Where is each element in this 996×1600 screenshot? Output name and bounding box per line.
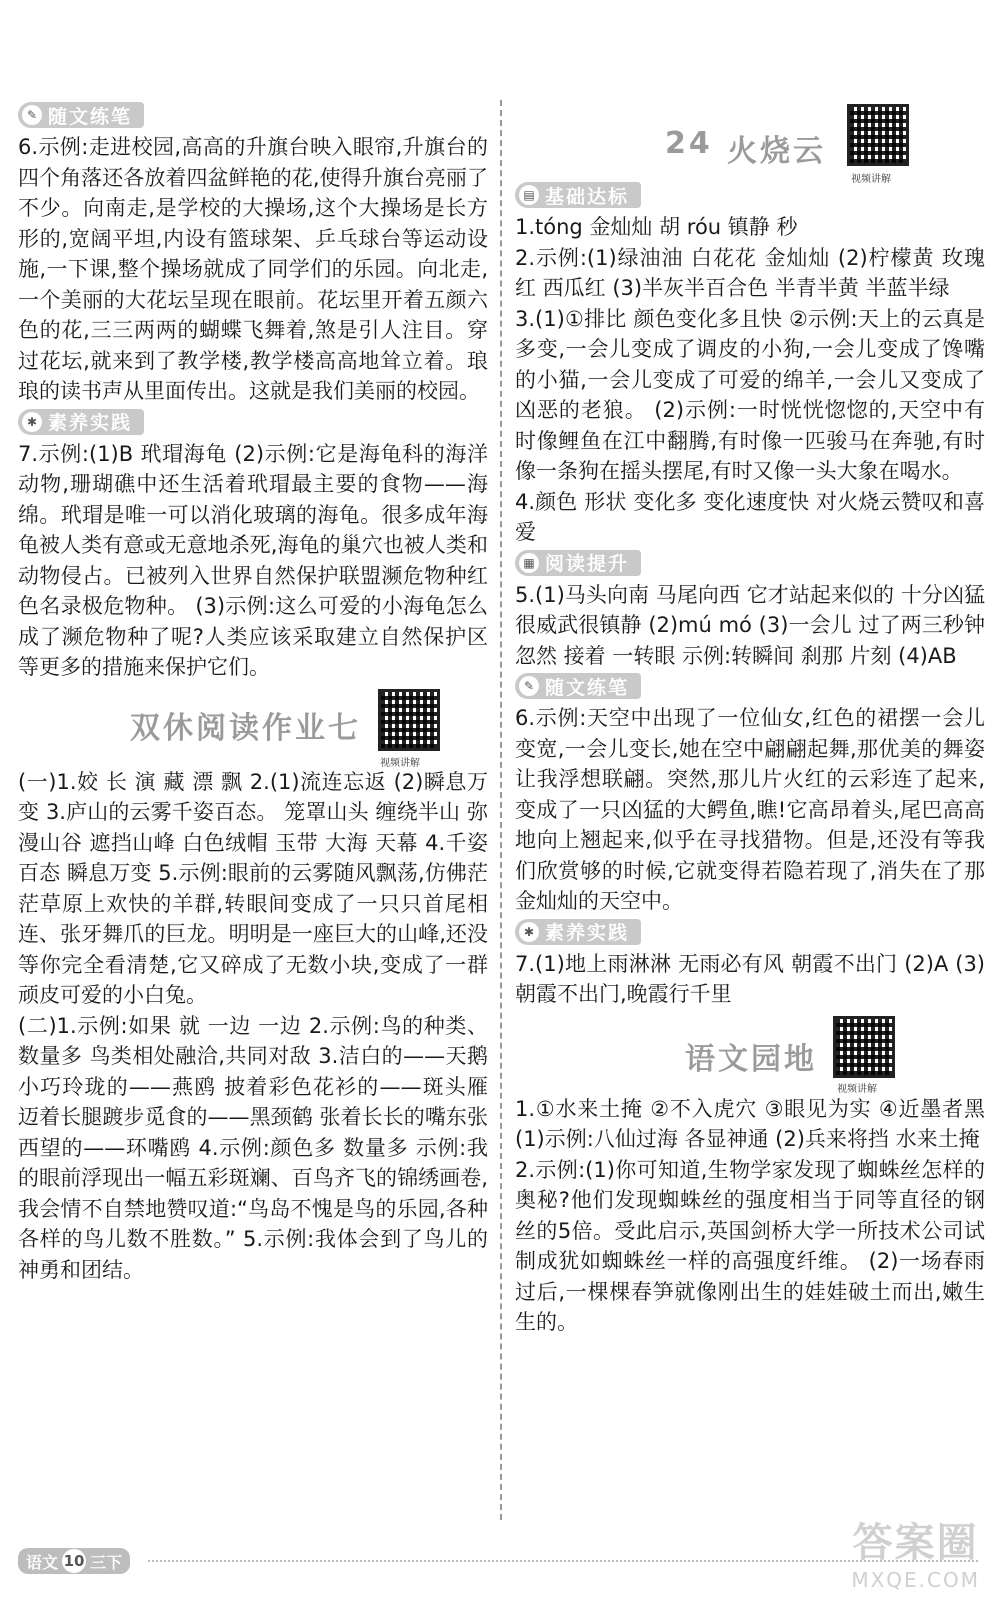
answer-6: 6.示例:走进校园,高高的升旗台映入眼帘,升旗台的四个角落还各放着四盆鲜艳的花,使得升旗台亮丽了不少。向南走,是学校的大操场,这个大操场是长方形的,宽阔平坦,内设有篮球架、乒乓球台等运动设施,一下课,整个操场就成了同学们的乐园。向北走,一个美丽的大花坛呈现在眼前。花坛里开着五颜六色的花,三三两两的蝴蝶飞舞着,煞是引人注目。穿过花坛,就来到了教学楼,教学楼高高地耸立着。琅琅的读书声从里面传出。这就是我们美丽的校园。 bbox=[18, 135, 488, 403]
garden-answer-1: 1.①水来土掩 ②不入虎穴 ③眼见为实 ④近墨者黑 (1)示例:八仙过海 各显神通 (2)兵来将挡 水来土掩 bbox=[515, 1096, 985, 1151]
section-title: 语文园地 bbox=[685, 1041, 817, 1077]
section-tag-basics bbox=[515, 182, 641, 208]
answer-2: 2.示例:(1)绿油油 白花花 金灿灿 (2)柠檬黄 玫瑰红 西瓜红 (3)半灰半百合色 半青半黄 半蓝半绿 bbox=[515, 245, 985, 300]
answer-1: 1.tóng 金灿灿 胡 róu 镇静 秒 bbox=[515, 215, 798, 239]
tag-label: 基础达标 bbox=[545, 185, 630, 208]
answer-6: 6.示例:天空中出现了一位仙女,红色的裙摆一会儿变宽,一会儿变长,她在空中翩翩起舞,那优美的舞姿让我浮想联翩。突然,那儿片火红的云彩连了起来,变成了一只凶猛的大鳄鱼,瞧!它高昂着头,尾巴高高地向上翘起来,似乎在寻找猎物。但是,还没有等我们欣赏够的时候,它就变得若隐若现了,消失在了那金灿灿的天空中。 bbox=[515, 706, 985, 913]
left-column bbox=[18, 100, 488, 1285]
lesson-title: 火烧云 bbox=[727, 134, 826, 169]
watermark-url: MXQE.COM bbox=[851, 1568, 980, 1592]
watermark-text: 答案圈 bbox=[852, 1520, 979, 1566]
answer-7: 7.(1)地上雨淋淋 无雨必有风 朝霞不出门 (2)A (3)朝霞不出门,晚霞行千里 bbox=[515, 951, 985, 1006]
garden-answer-2: 2.示例:(1)你可知道,生物学家发现了蜘蛛丝怎样的奥秘?他们发现蜘蛛丝的强度相当于同等直径的钢丝的5倍。受此启示,英国剑桥大学一所技术公司试制成犹如蜘蛛丝一样的高强度纤维。 (2)一场春雨过后,一棵棵春笋就像刚出生的娃娃破土而出,嫩生生的。 bbox=[515, 1157, 985, 1334]
answer-3: 3.(1)①排比 颜色变化多且快 ②示例:天上的云真是多变,一会儿变成了调皮的小狗,一会儿变成了馋嘴的小猫,一会儿变成了可爱的绵羊,一会儿又变成了凶恶的老狼。 (2)示例:一时恍恍惚惚的,天空中有时像鲤鱼在江中翻腾,有时像一匹骏马在奔驰,有时像一条狗在摇头摆尾,有时又像一头大象在喝水。 bbox=[515, 306, 985, 483]
document-icon: ▤ bbox=[519, 185, 539, 205]
lightbulb-icon: ✱ bbox=[22, 412, 42, 432]
qr-code-icon[interactable] bbox=[378, 689, 440, 751]
chinese-garden-heading bbox=[515, 1016, 985, 1095]
lesson-number: 24 bbox=[665, 126, 713, 161]
section-tag-writing bbox=[515, 673, 641, 699]
tag-label: 随文练笔 bbox=[48, 105, 133, 128]
qr-caption: 视频讲解 bbox=[851, 174, 891, 185]
page-footer bbox=[18, 1548, 978, 1574]
section-tag-reading bbox=[515, 550, 641, 576]
tag-label: 素养实践 bbox=[48, 412, 133, 434]
section-tag-writing bbox=[18, 102, 144, 128]
tag-label: 素养实践 bbox=[545, 922, 630, 944]
answer-7: 7.示例:(1)B 玳瑁海龟 (2)示例:它是海龟科的海洋动物,珊瑚礁中还生活着玳瑁最主要的食物——海绵。玳瑁是唯一可以消化玻璃的海龟。很多成年海龟被人类有意或无意地杀死,海龟的巢穴也被人类和动物侵占。已被列入世界自然保护联盟濒危物种红色名录极危物种。 (3)示例:这么可爱的小海龟怎么成了濒危物种了呢?人类应该采取建立自然保护区等更多的措施来保护它们。 bbox=[18, 441, 488, 679]
answer-4: 4.颜色 形状 变化多 变化速度快 对火烧云赞叹和喜爱 bbox=[515, 489, 985, 544]
page-number: 10 bbox=[62, 1549, 86, 1573]
book-icon: ▦ bbox=[519, 553, 539, 573]
section-tag-practice bbox=[515, 919, 641, 945]
column-divider bbox=[500, 100, 502, 1520]
tag-label: 随文练笔 bbox=[545, 676, 630, 699]
qr-caption: 视频讲解 bbox=[837, 1083, 877, 1095]
qr-caption: 视频讲解 bbox=[380, 757, 420, 769]
watermark-logo bbox=[851, 1511, 980, 1592]
weekend-reading-heading bbox=[18, 689, 488, 769]
part-one-answers: (一)1.姣 长 演 藏 漂 飘 2.(1)流连忘返 (2)瞬息万变 3.庐山的云雾千姿百态。 笼罩山头 缠绕半山 弥漫山谷 遮挡山峰 白色绒帽 玉带 大海 天幕 4.千姿百态 瞬息万变 5.示例:眼前的云雾随风飘荡,仿佛茫茫草原上欢快的羊群,转眼间变成了一只只首尾相连、张牙舞爪的巨龙。明明是一座巨大的山峰,还没等你完全看清楚,它又碎成了无数小块,变成了一群顽皮可爱的小白兔。 bbox=[18, 769, 488, 1007]
right-column bbox=[515, 100, 985, 1338]
badge-grade: 三下 bbox=[90, 1552, 123, 1572]
pencil-icon: ✎ bbox=[22, 105, 42, 125]
section-tag-practice bbox=[18, 409, 144, 435]
part-two-answers: (二)1.示例:如果 就 一边 一边 2.示例:鸟的种类、数量多 鸟类相处融洽,共同对敌 3.洁白的——天鹅 小巧玲珑的——燕鸥 披着彩色花衫的——斑头雁 迈着长腿踱步觅食的——黑颈鹤 张着长长的嘴东张西望的——环嘴鸥 4.示例:颜色多 数量多 示例:我的眼前浮现出一幅五彩斑斓、百鸟齐飞的锦绣画卷,我会情不自禁地赞叹道:“鸟岛不愧是鸟的乐园,各种各样的鸟儿数不胜数。” 5.示例:我体会到了鸟儿的神勇和团结。 bbox=[18, 1013, 488, 1282]
badge-subject: 语文 bbox=[26, 1552, 59, 1572]
tag-label: 阅读提升 bbox=[545, 553, 630, 575]
answer-5: 5.(1)马头向南 马尾向西 它才站起来似的 十分凶猛 很威武很镇静 (2)mú mó (3)一会儿 过了两三秒钟 忽然 接着 一转眼 示例:转瞬间 刹那 片刻 (4)AB bbox=[515, 582, 985, 668]
lightbulb-icon: ✱ bbox=[519, 922, 539, 942]
qr-code-icon[interactable] bbox=[833, 1016, 895, 1078]
lesson-heading bbox=[515, 100, 985, 185]
pencil-icon: ✎ bbox=[519, 676, 539, 696]
page-badge bbox=[18, 1548, 130, 1574]
qr-code-icon[interactable] bbox=[847, 104, 909, 166]
section-title: 双休阅读作业七 bbox=[130, 710, 361, 746]
